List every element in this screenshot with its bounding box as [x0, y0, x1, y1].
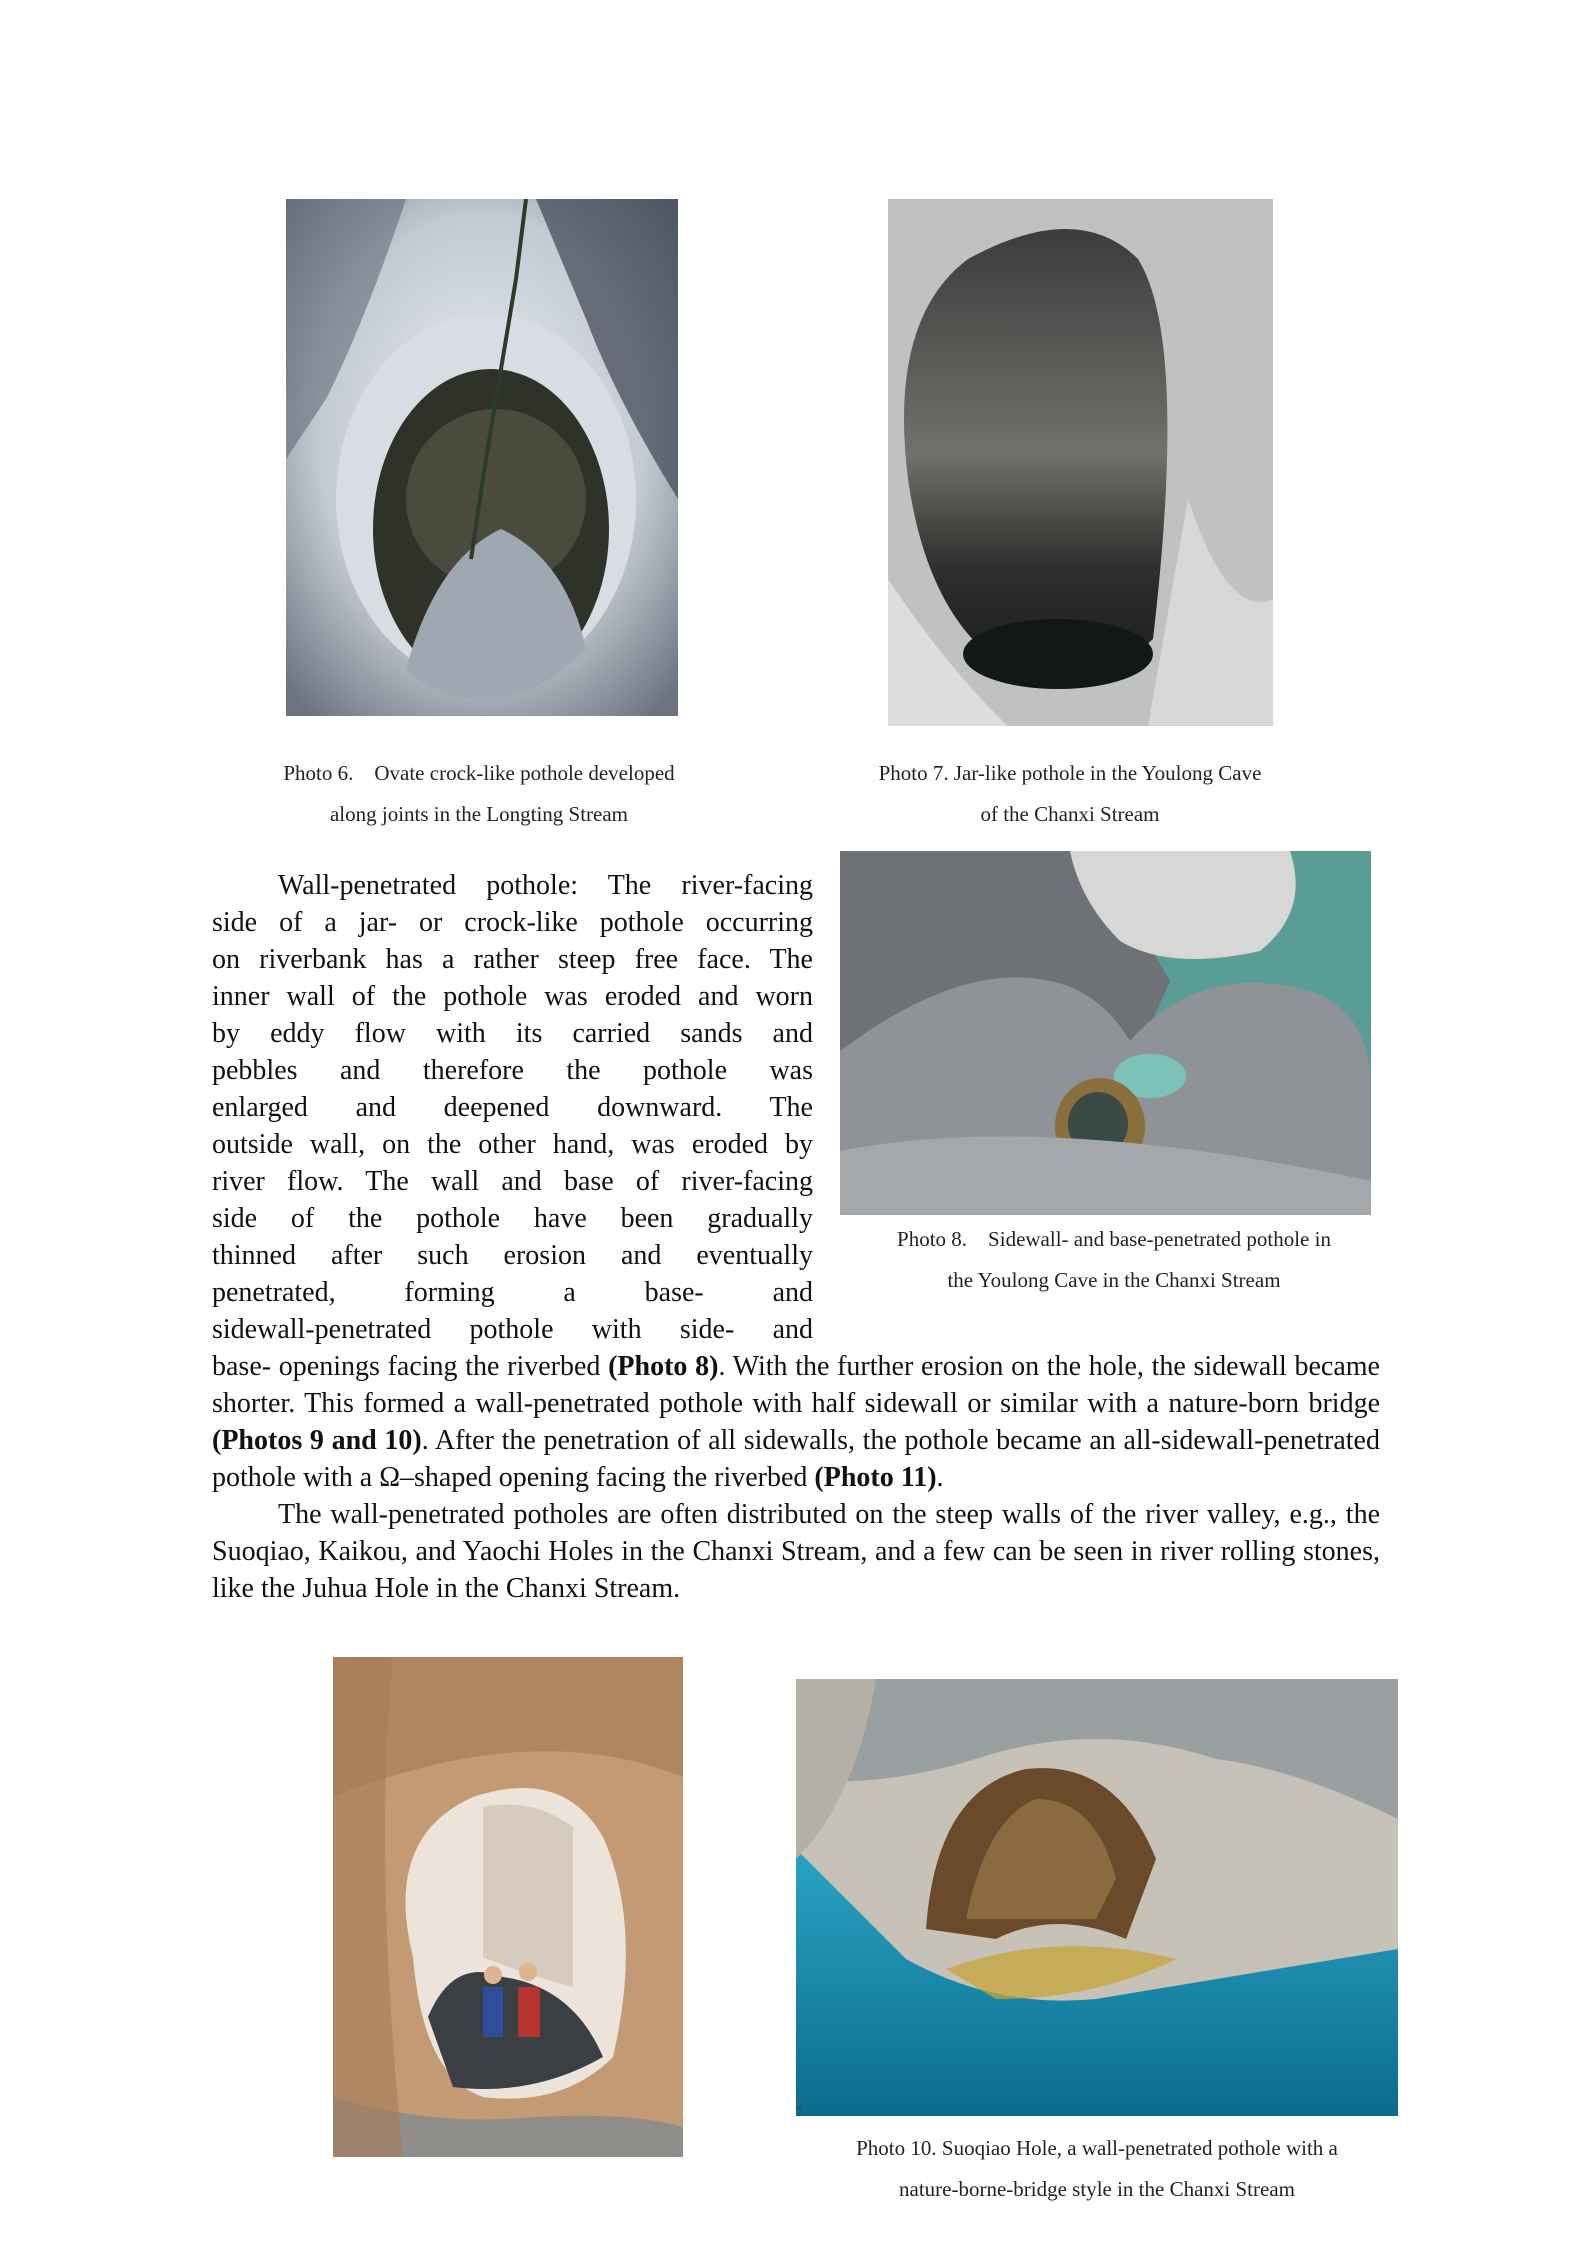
photo-6-caption-line2: along joints in the Longting Stream: [329, 802, 629, 826]
paragraph-1-continued: [212, 1348, 1380, 1607]
photo-6-caption-line1: Photo 6. Ovate crock-like pothole developed: [283, 761, 675, 785]
para1-line-8: outside wall, on the other hand, was eroded by: [212, 1129, 813, 1160]
ref-photos-9-10: (Photos 9 and 10): [212, 1425, 422, 1456]
paragraph-2: The wall-penetrated potholes are often distributed on the steep walls of the river valley, e.g., the Suoqiao, Kaikou, and Yaochi Holes in the Chanxi Stream, and a few can be seen in river rolling stones, like the Juhua Hole in the Chanxi Stream.: [212, 1499, 1380, 1604]
paragraph-1-narrow: [212, 867, 813, 1348]
photo-9-image: [333, 1657, 683, 2157]
para1-line-13: sidewall-penetrated pothole with side- and: [212, 1314, 813, 1345]
para1-line-6: pebbles and therefore the pothole was: [212, 1055, 813, 1086]
photo-7-image: [888, 199, 1273, 726]
photo-6-caption: [234, 753, 724, 835]
photo-6-image: [286, 199, 678, 716]
photo-7-caption: [830, 753, 1310, 835]
photo-7-caption-line2: of the Chanxi Stream: [980, 802, 1160, 826]
para1-line-11: thinned after such erosion and eventually: [212, 1240, 813, 1271]
photo-10-caption: [796, 2128, 1398, 2210]
para1-text-b: . With the further erosion on the hole, the sidewall became shorter. This formed a wall-penetrated pothole with half sidewall or similar with a nature-born bridge: [212, 1351, 1380, 1419]
photo-8-caption: [848, 1219, 1380, 1301]
para1-line-7: enlarged and deepened downward. The: [212, 1092, 813, 1123]
para1-text-c: . After the penetration of all sidewalls, the pothole became an all-sidewall-penetrated pothole with a Ω–shaped opening facing the riverbed: [212, 1425, 1380, 1493]
para1-line-9: river flow. The wall and base of river-facing: [212, 1166, 813, 1197]
photo-7-caption-line1: Photo 7. Jar-like pothole in the Youlong Cave: [878, 761, 1262, 785]
para1-continuation: [212, 1348, 1380, 1496]
photo-10-caption-line2: nature-borne-bridge style in the Chanxi Stream: [899, 2177, 1295, 2201]
photo-8-image: [840, 851, 1371, 1215]
page-number: 7: [796, 2105, 803, 2120]
photo-10-caption-line1: Photo 10. Suoqiao Hole, a wall-penetrated pothole with a: [856, 2136, 1338, 2160]
para1-end: .: [936, 1462, 944, 1493]
para1-line-3: on riverbank has a rather steep free face. The: [212, 944, 813, 975]
para1-line-2: side of a jar- or crock-like pothole occurring: [212, 907, 813, 938]
photo-10-image: [796, 1679, 1398, 2116]
para1-line-10: side of the pothole have been gradually: [212, 1203, 813, 1234]
photo-8-caption-line1: Photo 8. Sidewall- and base-penetrated pothole in: [897, 1227, 1331, 1251]
para1-text-a: base- openings facing the riverbed: [212, 1351, 609, 1382]
photo-8-caption-line2: the Youlong Cave in the Chanxi Stream: [947, 1268, 1281, 1292]
ref-photo-8: (Photo 8): [608, 1351, 719, 1382]
para1-line-5: by eddy flow with its carried sands and: [212, 1018, 813, 1049]
ref-photo-11: (Photo 11): [814, 1462, 937, 1493]
para1-line-4: inner wall of the pothole was eroded and worn: [212, 981, 813, 1012]
para1-line-1: Wall-penetrated pothole: The river-facing: [278, 870, 813, 901]
para1-line-12: penetrated, forming a base- and: [212, 1277, 813, 1308]
